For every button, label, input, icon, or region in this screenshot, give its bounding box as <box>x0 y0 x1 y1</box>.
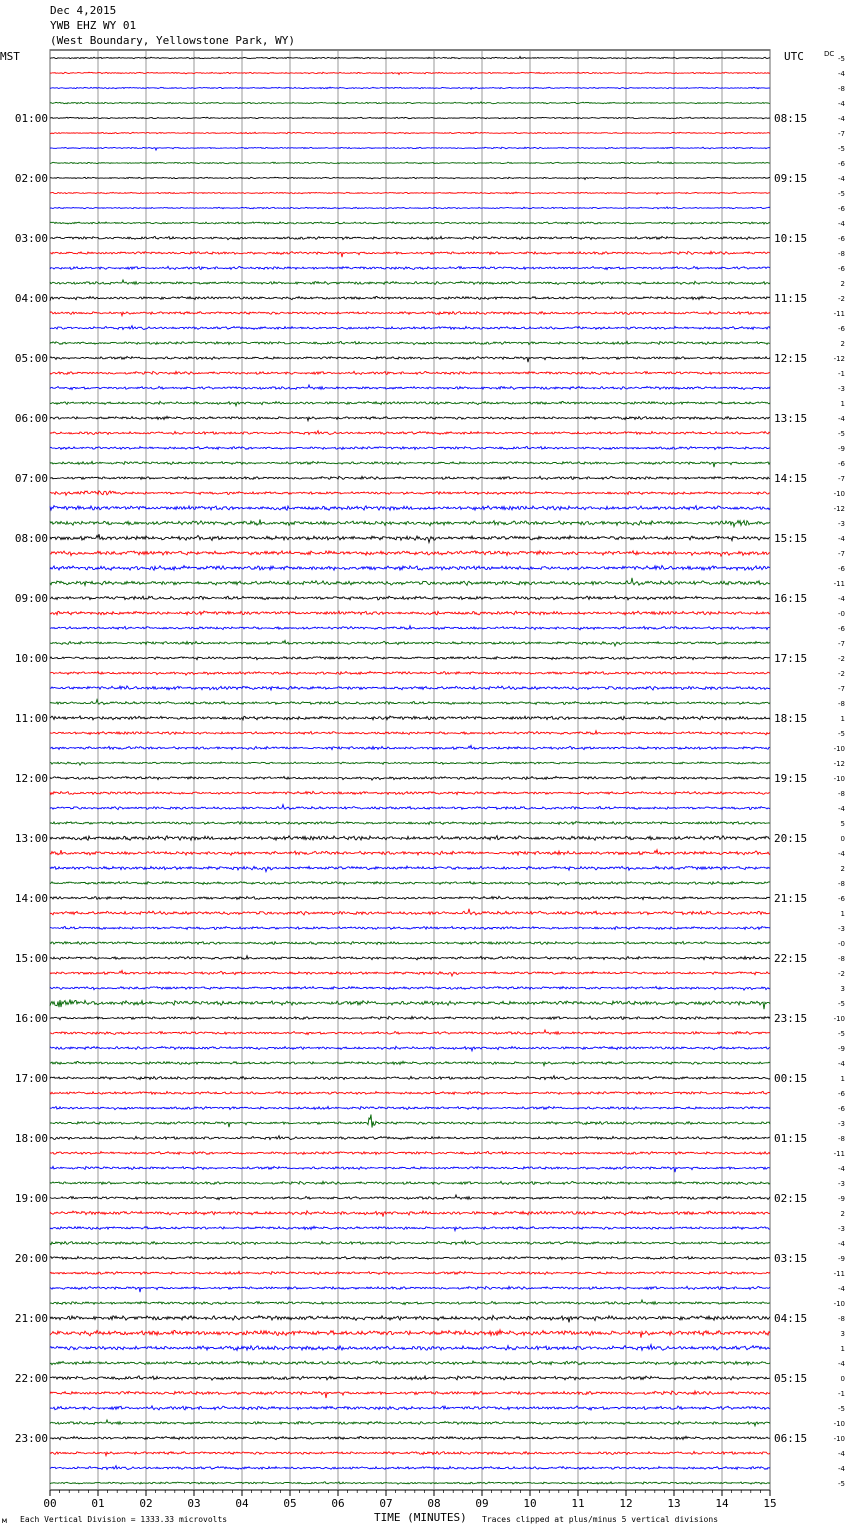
dc-offset-label: -6 <box>838 160 845 168</box>
hour-label-utc: 13:15 <box>774 412 808 425</box>
left-axis-title: MST <box>0 50 20 63</box>
dc-offset-label: -10 <box>833 490 845 498</box>
dc-offset-label: -3 <box>838 385 845 393</box>
hour-label-utc: 08:15 <box>774 112 808 125</box>
dc-offset-label: -11 <box>833 580 845 588</box>
seismic-trace <box>50 1046 770 1051</box>
x-tick-label: 13 <box>667 1497 681 1510</box>
seismic-trace <box>50 117 770 119</box>
seismic-trace <box>50 1436 770 1439</box>
hour-label-utc: 23:15 <box>774 1012 808 1025</box>
dc-offset-label: -4 <box>838 1060 845 1068</box>
x-tick-label: 09 <box>475 1497 489 1510</box>
x-tick-label: 04 <box>235 1497 249 1510</box>
seismic-trace <box>50 1241 770 1245</box>
x-tick-label: 07 <box>379 1497 393 1510</box>
hour-label-mst: 14:00 <box>14 892 48 905</box>
dc-offset-label: -5 <box>838 145 845 153</box>
seismic-trace <box>50 551 770 556</box>
seismic-trace <box>50 416 770 420</box>
dc-offset-label: -7 <box>838 640 845 648</box>
header-location: (West Boundary, Yellowstone Park, WY) <box>50 34 296 47</box>
dc-offset-label: -0 <box>838 610 845 618</box>
seismic-trace <box>50 520 770 527</box>
hour-label-mst: 12:00 <box>14 772 48 785</box>
dc-offset-label: 3 <box>840 1330 845 1338</box>
hour-label-mst: 08:00 <box>14 532 48 545</box>
seismic-trace <box>50 296 770 301</box>
hour-label-utc: 22:15 <box>774 952 808 965</box>
dc-offset-label: 1 <box>840 400 845 408</box>
seismic-trace <box>50 1376 770 1380</box>
dc-offset-label: 1 <box>840 1345 845 1353</box>
seismic-trace <box>50 311 770 315</box>
seismic-trace <box>50 1420 770 1426</box>
dc-offset-label: -8 <box>838 790 845 798</box>
seismic-trace <box>50 147 770 150</box>
dc-offset-label: -5 <box>838 55 845 63</box>
dc-offset-label: -4 <box>838 595 845 603</box>
seismic-trace <box>50 192 770 194</box>
hour-label-mst: 13:00 <box>14 832 48 845</box>
hour-label-mst: 03:00 <box>14 232 48 245</box>
dc-offset-label: -2 <box>838 670 845 678</box>
seismic-trace <box>50 57 770 59</box>
dc-offset-label: 2 <box>840 865 845 873</box>
seismic-trace <box>50 1226 770 1230</box>
hour-label-utc: 20:15 <box>774 832 808 845</box>
dc-offset-label: -5 <box>838 1480 845 1488</box>
hour-label-mst: 16:00 <box>14 1012 48 1025</box>
x-tick-label: 10 <box>523 1497 537 1510</box>
seismic-trace <box>50 251 770 257</box>
dc-offset-label: -8 <box>838 880 845 888</box>
dc-offset-label: -11 <box>833 1270 845 1278</box>
seismic-trace <box>50 1256 770 1259</box>
footer-clip-note: Traces clipped at plus/minus 5 vertical divisions <box>482 1515 719 1524</box>
hour-label-mst: 10:00 <box>14 652 48 665</box>
seismic-trace <box>50 1076 770 1080</box>
x-tick-label: 15 <box>763 1497 777 1510</box>
seismic-trace <box>50 1106 770 1109</box>
seismic-trace <box>50 476 770 479</box>
dc-offset-label: -4 <box>838 1360 845 1368</box>
hour-label-utc: 16:15 <box>774 592 808 605</box>
hour-label-mst: 02:00 <box>14 172 48 185</box>
dc-offset-label: -4 <box>838 1450 845 1458</box>
seismic-trace <box>50 326 770 330</box>
seismic-trace <box>50 102 770 104</box>
hour-label-mst: 15:00 <box>14 952 48 965</box>
dc-offset-label: -9 <box>838 1255 845 1263</box>
seismic-trace <box>50 641 770 647</box>
hour-label-utc: 11:15 <box>774 292 808 305</box>
dc-offset-label: -4 <box>838 1165 845 1173</box>
hour-label-utc: 19:15 <box>774 772 808 785</box>
dc-offset-label: -2 <box>838 970 845 978</box>
seismic-trace <box>50 72 770 74</box>
x-tick-label: 02 <box>139 1497 153 1510</box>
dc-offset-label: -5 <box>838 1030 845 1038</box>
seismic-trace <box>50 1406 770 1410</box>
hour-label-mst: 19:00 <box>14 1192 48 1205</box>
dc-offset-label: -5 <box>838 1000 845 1008</box>
hour-label-mst: 21:00 <box>14 1312 48 1325</box>
dc-offset-label: -10 <box>833 1420 845 1428</box>
seismic-trace <box>50 776 770 780</box>
seismic-trace <box>50 987 770 991</box>
dc-offset-label: -3 <box>838 1180 845 1188</box>
seismic-trace <box>50 1016 770 1019</box>
dc-offset-label: 2 <box>840 340 845 348</box>
dc-offset-label: -9 <box>838 1195 845 1203</box>
hour-label-mst: 09:00 <box>14 592 48 605</box>
dc-offset-label: -3 <box>838 1225 845 1233</box>
dc-offset-label: -9 <box>838 445 845 453</box>
footer-scale-note: Each Vertical Division = 1333.33 microvolts <box>20 1515 228 1524</box>
dc-offset-label: 1 <box>840 715 845 723</box>
dc-offset-label: -9 <box>838 1045 845 1053</box>
dc-offset-label: -8 <box>838 85 845 93</box>
dc-offset-label: -8 <box>838 1315 845 1323</box>
header-date: Dec 4,2015 <box>50 4 117 17</box>
dc-offset-label: -6 <box>838 325 845 333</box>
dc-offset-label: -11 <box>833 1150 845 1158</box>
x-tick-label: 12 <box>619 1497 633 1510</box>
right-axis-title: UTC <box>784 50 804 63</box>
dc-offset-label: -6 <box>838 235 845 243</box>
dc-offset-label: -7 <box>838 475 845 483</box>
seismic-trace <box>50 236 770 239</box>
seismic-trace <box>50 805 770 810</box>
seismic-trace <box>50 87 770 89</box>
seismic-trace <box>50 401 770 406</box>
seismic-trace <box>50 881 770 885</box>
hour-label-mst: 20:00 <box>14 1252 48 1265</box>
dc-offset-label: -12 <box>833 760 845 768</box>
dc-offset-label: -6 <box>838 1090 845 1098</box>
seismic-trace <box>50 266 770 269</box>
dc-offset-label: -5 <box>838 190 845 198</box>
seismic-trace <box>50 1115 770 1128</box>
dc-offset-label: -2 <box>838 295 845 303</box>
dc-offset-label: 2 <box>840 280 845 288</box>
hour-label-utc: 17:15 <box>774 652 808 665</box>
hour-label-utc: 14:15 <box>774 472 808 485</box>
seismic-trace <box>50 700 770 705</box>
x-tick-label: 01 <box>91 1497 105 1510</box>
hour-label-utc: 03:15 <box>774 1252 808 1265</box>
dc-offset-label: -5 <box>838 1405 845 1413</box>
plot-frame <box>50 50 770 1490</box>
dc-offset-label: -1 <box>838 370 845 378</box>
dc-label: DC <box>824 50 835 58</box>
seismic-trace <box>50 791 770 794</box>
hour-label-utc: 05:15 <box>774 1372 808 1385</box>
seismic-trace <box>50 1466 770 1470</box>
hour-label-mst: 18:00 <box>14 1132 48 1145</box>
seismic-trace <box>50 1482 770 1485</box>
footer-mark: м <box>2 1516 7 1525</box>
seismic-trace <box>50 657 770 660</box>
header-station: YWB EHZ WY 01 <box>50 19 137 32</box>
seismic-trace <box>50 731 770 735</box>
dc-offset-label: -8 <box>838 250 845 258</box>
seismic-trace <box>50 956 770 960</box>
hour-label-mst: 22:00 <box>14 1372 48 1385</box>
dc-offset-label: -1 <box>838 1390 845 1398</box>
dc-offset-label: -7 <box>838 685 845 693</box>
seismic-trace <box>50 162 770 164</box>
hour-label-utc: 04:15 <box>774 1312 808 1325</box>
seismic-trace <box>50 578 770 586</box>
dc-offset-label: -8 <box>838 955 845 963</box>
seismic-trace <box>50 1271 770 1274</box>
dc-offset-label: -4 <box>838 1465 845 1473</box>
dc-offset-label: -6 <box>838 460 845 468</box>
seismic-trace <box>50 971 770 977</box>
hour-label-utc: 02:15 <box>774 1192 808 1205</box>
dc-offset-label: -6 <box>838 1105 845 1113</box>
seismic-trace <box>50 1451 770 1455</box>
seismic-trace <box>50 836 770 841</box>
seismic-trace <box>50 942 770 945</box>
dc-offset-label: -10 <box>833 1300 845 1308</box>
hour-label-utc: 18:15 <box>774 712 808 725</box>
dc-offset-label: -10 <box>833 775 845 783</box>
seismic-trace <box>50 926 770 929</box>
seismic-trace <box>50 280 770 285</box>
dc-offset-label: 2 <box>840 1210 845 1218</box>
dc-offset-label: -10 <box>833 745 845 753</box>
dc-offset-label: -12 <box>833 505 845 513</box>
seismic-trace <box>50 446 770 449</box>
seismic-trace <box>50 1136 770 1140</box>
dc-offset-label: -12 <box>833 355 845 363</box>
dc-offset-label: -3 <box>838 1120 845 1128</box>
dc-offset-label: 0 <box>840 835 845 843</box>
dc-offset-label: 1 <box>840 910 845 918</box>
hour-label-mst: 23:00 <box>14 1432 48 1445</box>
seismic-trace <box>50 132 770 134</box>
hour-label-mst: 06:00 <box>14 412 48 425</box>
dc-offset-label: -4 <box>838 1240 845 1248</box>
seismic-trace <box>50 686 770 690</box>
dc-offset-label: -11 <box>833 310 845 318</box>
dc-offset-label: -4 <box>838 1285 845 1293</box>
x-tick-label: 03 <box>187 1497 201 1510</box>
seismic-trace <box>50 1316 770 1323</box>
seismic-trace <box>50 566 770 571</box>
seismic-trace <box>50 534 770 542</box>
dc-offset-label: -4 <box>838 805 845 813</box>
dc-offset-label: -5 <box>838 430 845 438</box>
seismic-trace <box>50 909 770 915</box>
hour-label-utc: 09:15 <box>774 172 808 185</box>
seismic-trace <box>50 821 770 824</box>
seismic-trace <box>50 1061 770 1065</box>
seismic-trace <box>50 1000 770 1010</box>
dc-offset-label: -7 <box>838 550 845 558</box>
dc-offset-label: -0 <box>838 940 845 948</box>
dc-offset-label: -4 <box>838 415 845 423</box>
dc-offset-label: 0 <box>840 1375 845 1383</box>
seismic-trace <box>50 1181 770 1184</box>
hour-label-utc: 15:15 <box>774 532 808 545</box>
x-tick-label: 06 <box>331 1497 345 1510</box>
seismic-trace <box>50 356 770 362</box>
dc-offset-label: -4 <box>838 175 845 183</box>
seismic-trace <box>50 491 770 495</box>
seismic-trace <box>50 1286 770 1292</box>
seismic-trace <box>50 762 770 765</box>
seismic-trace <box>50 1211 770 1217</box>
seismic-trace <box>50 1195 770 1200</box>
seismic-trace <box>50 716 770 720</box>
hour-label-mst: 11:00 <box>14 712 48 725</box>
dc-offset-label: 5 <box>840 820 845 828</box>
dc-offset-label: -4 <box>838 70 845 78</box>
dc-offset-label: -6 <box>838 205 845 213</box>
dc-offset-label: -4 <box>838 115 845 123</box>
seismic-trace <box>50 626 770 630</box>
dc-offset-label: -8 <box>838 1135 845 1143</box>
x-tick-label: 11 <box>571 1497 585 1510</box>
hour-label-mst: 04:00 <box>14 292 48 305</box>
seismic-trace <box>50 385 770 390</box>
seismic-trace <box>50 222 770 224</box>
x-tick-label: 00 <box>43 1497 57 1510</box>
seismic-trace <box>50 596 770 600</box>
dc-offset-label: -6 <box>838 265 845 273</box>
seismic-trace <box>50 896 770 899</box>
seismic-trace <box>50 341 770 344</box>
dc-offset-label: -3 <box>838 520 845 528</box>
seismic-trace <box>50 1391 770 1398</box>
seismic-trace <box>50 1345 770 1351</box>
dc-offset-label: -4 <box>838 220 845 228</box>
hour-label-mst: 05:00 <box>14 352 48 365</box>
seismic-trace <box>50 371 770 374</box>
dc-offset-label: -8 <box>838 700 845 708</box>
dc-offset-label: 1 <box>840 1075 845 1083</box>
x-tick-label: 14 <box>715 1497 729 1510</box>
x-tick-label: 05 <box>283 1497 297 1510</box>
seismic-trace <box>50 1361 770 1365</box>
seismic-trace <box>50 1151 770 1154</box>
dc-offset-label: -6 <box>838 895 845 903</box>
hour-label-utc: 06:15 <box>774 1432 808 1445</box>
seismic-trace <box>50 1330 770 1338</box>
hour-label-utc: 00:15 <box>774 1072 808 1085</box>
dc-offset-label: -2 <box>838 655 845 663</box>
hour-label-utc: 21:15 <box>774 892 808 905</box>
dc-offset-label: -7 <box>838 130 845 138</box>
dc-offset-label: -6 <box>838 625 845 633</box>
hour-label-utc: 10:15 <box>774 232 808 245</box>
seismic-trace <box>50 671 770 675</box>
seismic-trace <box>50 850 770 855</box>
seismic-trace <box>50 1030 770 1035</box>
seismic-trace <box>50 1166 770 1172</box>
hour-label-mst: 07:00 <box>14 472 48 485</box>
dc-offset-label: -10 <box>833 1435 845 1443</box>
seismic-trace <box>50 1091 770 1094</box>
dc-offset-label: -4 <box>838 535 845 543</box>
seismic-trace <box>50 431 770 435</box>
hour-label-mst: 01:00 <box>14 112 48 125</box>
hour-label-mst: 17:00 <box>14 1072 48 1085</box>
seismic-trace <box>50 611 770 615</box>
dc-offset-label: 3 <box>840 985 845 993</box>
seismic-trace <box>50 506 770 511</box>
hour-label-utc: 01:15 <box>774 1132 808 1145</box>
x-tick-label: 08 <box>427 1497 441 1510</box>
seismic-trace <box>50 207 770 209</box>
dc-offset-label: -6 <box>838 565 845 573</box>
x-axis-title: TIME (MINUTES) <box>374 1511 467 1524</box>
dc-offset-label: -5 <box>838 730 845 738</box>
seismic-trace <box>50 1300 770 1305</box>
dc-offset-label: -4 <box>838 100 845 108</box>
hour-label-utc: 12:15 <box>774 352 808 365</box>
dc-offset-label: -3 <box>838 925 845 933</box>
dc-offset-label: -4 <box>838 850 845 858</box>
seismic-trace <box>50 177 770 179</box>
seismic-trace <box>50 461 770 467</box>
dc-offset-label: -10 <box>833 1015 845 1023</box>
seismic-trace <box>50 746 770 750</box>
seismic-trace <box>50 866 770 872</box>
